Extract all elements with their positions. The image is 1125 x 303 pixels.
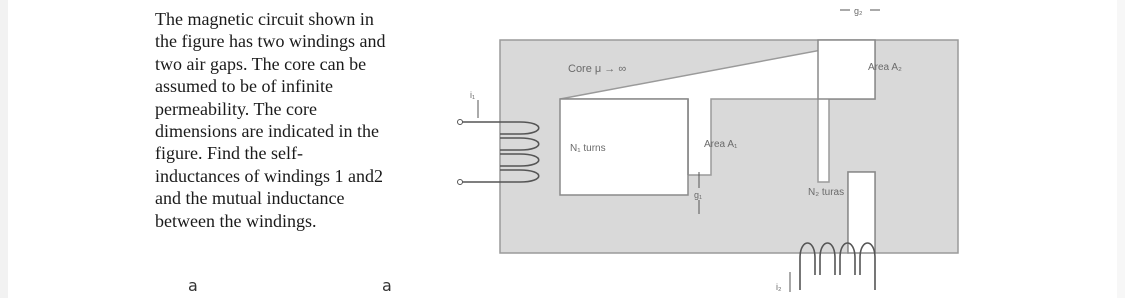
core-label: Core μ → ∞ bbox=[568, 63, 627, 75]
area2-label: Area A₂ bbox=[868, 62, 902, 73]
gap2-label: g₂ bbox=[854, 6, 863, 16]
problem-line: the figure has two windings and bbox=[155, 31, 386, 52]
problem-line: inductances of windings 1 and2 bbox=[155, 165, 383, 186]
upper-right-opening bbox=[818, 40, 875, 99]
area1-label: Area A₁ bbox=[704, 139, 738, 150]
handwritten-mark: a bbox=[382, 276, 392, 295]
handwritten-mark: a bbox=[188, 276, 198, 295]
problem-line: two air gaps. The core can be bbox=[155, 53, 367, 74]
winding2-label: N₂ turas bbox=[808, 187, 845, 198]
problem-line: assumed to be of infinite bbox=[155, 76, 333, 97]
lower-gap-slot bbox=[848, 172, 875, 253]
terminal-2 bbox=[458, 180, 463, 185]
problem-line: and the mutual inductance bbox=[155, 188, 345, 209]
problem-line: The magnetic circuit shown in bbox=[155, 9, 374, 29]
current2-label: i₂ bbox=[776, 282, 782, 292]
current1-label: i₁ bbox=[470, 90, 476, 100]
gap1-label: g₁ bbox=[694, 190, 703, 200]
problem-line: permeability. The core bbox=[155, 98, 317, 119]
terminal-1 bbox=[458, 120, 463, 125]
problem-line: dimensions are indicated in the bbox=[155, 121, 379, 142]
winding1-label: N₁ turns bbox=[570, 143, 606, 154]
problem-line: between the windings. bbox=[155, 210, 317, 231]
problem-line: figure. Find the self- bbox=[155, 143, 303, 164]
